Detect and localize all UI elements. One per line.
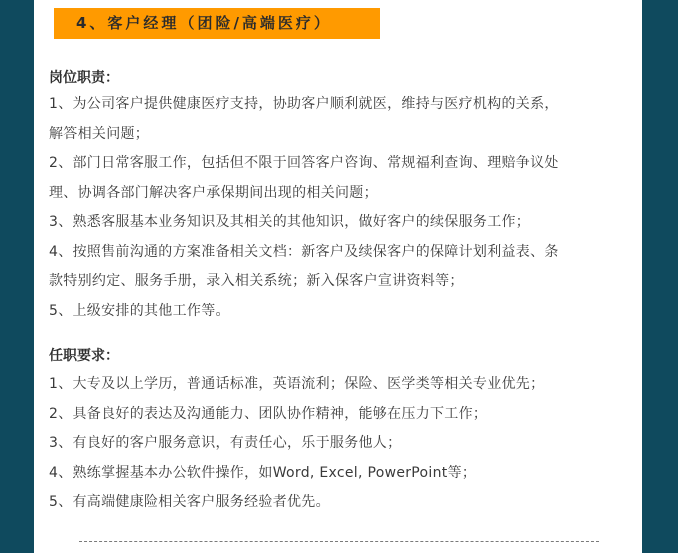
requirement-line: 1、大专及以上学历，普通话标准，英语流利；保险、医学类等相关专业优先； xyxy=(49,376,545,392)
duties-list xyxy=(49,90,634,326)
requirement-line: 5、有高端健康险相关客户服务经验者优先。 xyxy=(49,494,330,510)
dashed-divider xyxy=(79,541,599,542)
content-panel xyxy=(34,0,642,553)
duty-line: 3、熟悉客服基本业务知识及其相关的其他知识，做好客户的续保服务工作； xyxy=(49,214,531,230)
requirement-line: 4、熟练掌握基本办公软件操作，如Word, Excel, PowerPoint等； xyxy=(49,464,477,481)
section-title: 4、客户经理（团险/高端医疗） xyxy=(54,8,380,39)
duty-line: 1、为公司客户提供健康医疗支持，协助客户顺利就医，维持与医疗机构的关系， xyxy=(49,96,559,112)
duty-line: 解答相关问题； xyxy=(49,125,150,142)
duty-line: 5、上级安排的其他工作等。 xyxy=(49,302,230,319)
requirement-line: 2、具备良好的表达及沟通能力、团队协作精神，能够在压力下工作； xyxy=(49,405,488,422)
duty-line: 2、部门日常客服工作，包括但不限于回答客户咨询、常规福利查询、理赔争议处 xyxy=(49,155,559,171)
duty-line: 4、按照售前沟通的方案准备相关文档：新客户及续保客户的保障计划利益表、条 xyxy=(49,243,559,260)
requirement-line: 3、有良好的客户服务意识，有责任心，乐于服务他人； xyxy=(49,435,402,451)
requirements-list xyxy=(49,370,634,518)
duty-line: 款特别约定、服务手册，录入相关系统；新入保客户宣讲资料等； xyxy=(49,273,464,289)
requirements-heading: 任职要求： xyxy=(49,348,119,364)
duties-heading: 岗位职责： xyxy=(49,70,119,86)
duty-line: 理、协调各部门解决客户承保期间出现的相关问题； xyxy=(49,184,378,201)
